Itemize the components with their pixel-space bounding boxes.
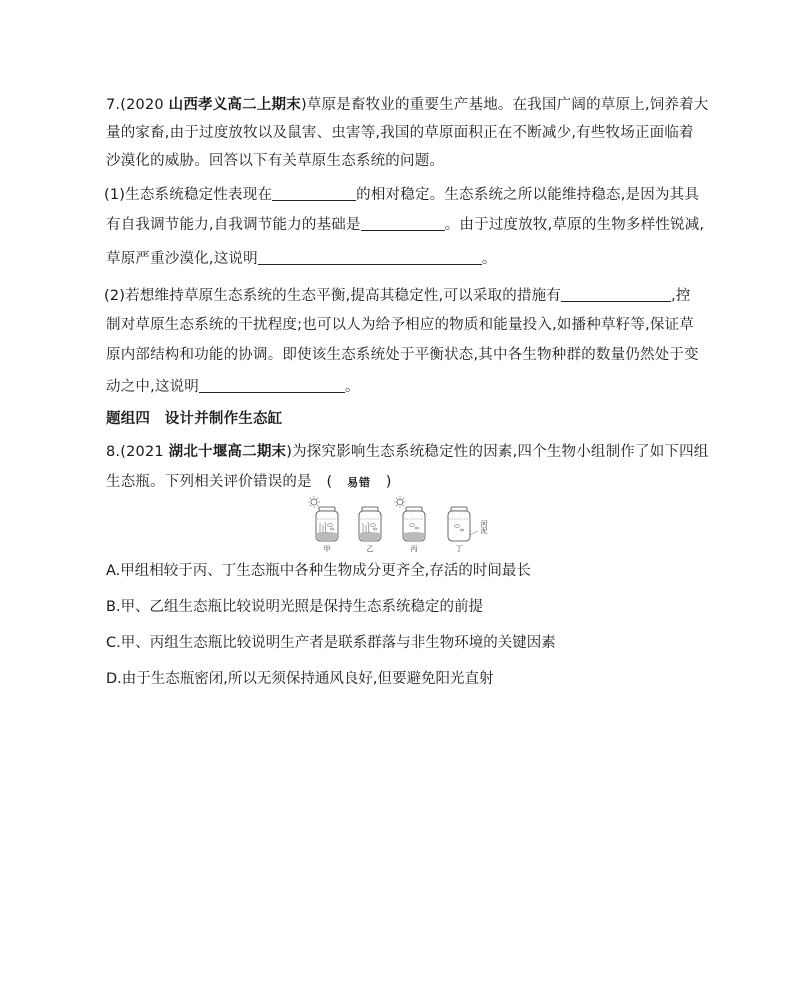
q7-part2-line-2: 制对草原生态系统的干扰程度;也可以人为给予相应的物质和能量投入,如播种草籽等,保证草 <box>106 317 694 333</box>
q7-part1-line-2: 有自我调节能力,自我调节能力的基础是 。由于过度放牧,草原的生物多样性锐减, <box>106 217 705 233</box>
q7-part1-line-3: 草原严重沙漠化,这说明 。 <box>106 251 497 267</box>
q8-number: 8. <box>106 444 121 460</box>
q7-part1-line-1: (1)生态系统稳定性表现在 的相对稳定。生态系统之所以能维持稳态,是因为其具 <box>104 187 700 203</box>
q7-source: 山西孝义高二上期末 <box>168 97 301 113</box>
bottle-ding <box>448 507 470 541</box>
q7-stem-line-3: 沙漠化的威胁。回答以下有关草原生态系统的问题。 <box>106 153 445 169</box>
q7-stem-line-2: 量的家畜,由于过度放牧以及鼠害、虫害等,我国的草原面积正在不断减少,有些牧场正面临着 <box>106 125 694 141</box>
q7-number: 7. <box>106 97 121 113</box>
q7-part2-line-3: 原内部结构和功能的协调。即使该生态系统处于平衡状态,其中各生物种群的数量仍然处于变 <box>106 347 699 363</box>
option-c[interactable] <box>106 633 556 653</box>
option-b[interactable] <box>106 597 483 617</box>
bottle-label-yi: 乙 <box>366 545 374 553</box>
sun-icon <box>394 496 406 508</box>
answer-blank[interactable] <box>361 216 445 231</box>
mistake-prone-tag: 易错 <box>347 476 372 489</box>
q8-source: 湖北十堰高二期末 <box>168 444 287 460</box>
sun-icon <box>308 496 320 508</box>
q7-part2-line-4: 动之中,这说明 。 <box>106 379 360 395</box>
option-letter: A. <box>106 563 121 579</box>
option-text: 甲、丙组生态瓶比较说明生产者是联系群落与非生物环境的关键因素 <box>120 635 556 651</box>
eco-bottle-figure-svg <box>306 495 496 557</box>
option-a[interactable] <box>106 561 531 581</box>
q8-stem-line-2: 生态瓶。下列相关评价错误的是 ( 易错 ) <box>106 474 392 490</box>
eco-bottle-figure <box>306 495 496 557</box>
answer-blank[interactable] <box>561 287 671 302</box>
answer-blank[interactable] <box>272 186 356 201</box>
option-d[interactable] <box>106 669 494 689</box>
bottle-label-jia: 甲 <box>323 545 331 553</box>
section-heading: 题组四 设计并制作生态缸 <box>106 411 283 427</box>
q8-stem-line-1: 8.(2021 湖北十堰高二期末)为探究影响生态系统稳定性的因素,四个生物小组制作了如下四组 <box>106 444 709 460</box>
q7-part2-line-1: (2)若想维持草原生态系统的生态平衡,提高其稳定性,可以采取的措施有 ,控 <box>104 288 691 304</box>
mud-label: 河泥 <box>480 520 488 534</box>
bottle-bing <box>403 507 425 541</box>
bottle-yi <box>359 507 381 541</box>
option-letter: C. <box>106 635 121 651</box>
bottle-label-bing: 丙 <box>410 545 418 553</box>
option-text: 由于生态瓶密闭,所以无须保持通风良好,但要避免阳光直射 <box>121 671 494 687</box>
bottle-jia <box>316 507 338 541</box>
option-letter: B. <box>106 599 121 615</box>
option-letter: D. <box>106 671 122 687</box>
q7-stem-line-1: 7.(2020 山西孝义高二上期末)草原是畜牧业的重要生产基地。在我国广阔的草原上,饲养着大 <box>106 97 709 113</box>
option-text: 甲、乙组生态瓶比较说明光照是保持生态系统稳定的前提 <box>120 599 484 615</box>
answer-blank[interactable] <box>258 250 482 265</box>
answer-blank[interactable] <box>199 378 345 393</box>
option-text: 甲组相较于丙、丁生态瓶中各种生物成分更齐全,存活的时间最长 <box>120 563 531 579</box>
bottle-label-ding: 丁 <box>455 545 463 553</box>
